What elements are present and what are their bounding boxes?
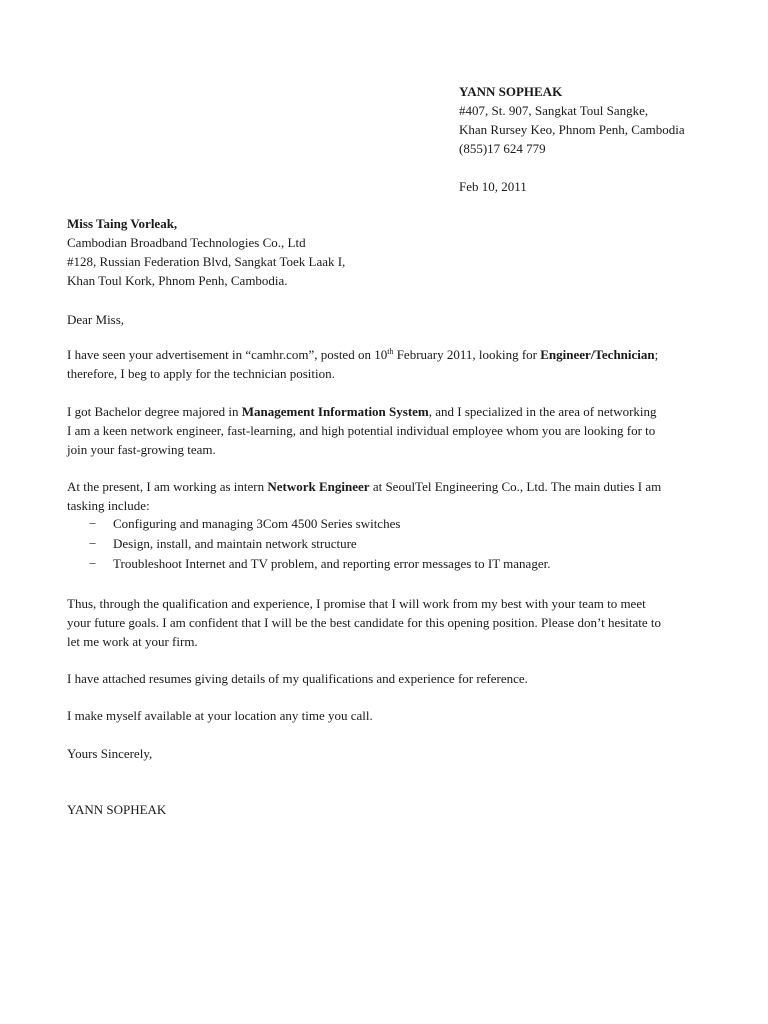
degree-major: Management Information System <box>241 404 429 419</box>
list-item-text: Configuring and managing 3Com 4500 Series switches <box>113 516 401 531</box>
paragraph-promise <box>67 594 707 651</box>
ordinal-suffix: th <box>387 347 394 356</box>
paragraph-education <box>67 402 707 459</box>
recipient-company: Cambodian Broadband Technologies Co., Ltd <box>67 235 306 250</box>
paragraph-education-line1 <box>67 402 707 421</box>
paragraph-education-line3: join your fast-growing team. <box>67 442 216 457</box>
text-segment: February 2011, looking for <box>393 347 541 362</box>
paragraph-promise-line3: let me work at your firm. <box>67 634 198 649</box>
text-segment: ; <box>654 347 659 362</box>
letter-date: Feb 10, 2011 <box>459 179 527 194</box>
paragraph-availability: I make myself available at your location any time you call. <box>67 708 373 723</box>
sender-address-line2: Khan Rursey Keo, Phnom Penh, Cambodia <box>459 122 685 137</box>
list-bullet: − <box>89 536 97 551</box>
paragraph-promise-line2: your future goals. I am confident that I will be the best candidate for this opening position. Please don’t hesitate to <box>67 615 662 630</box>
job-title: Network Engineer <box>267 479 370 494</box>
sender-address-line1: #407, St. 907, Sangkat Toul Sangke, <box>459 103 649 118</box>
list-bullet: − <box>89 556 97 571</box>
recipient-name: Miss Taing Vorleak, <box>67 216 178 231</box>
paragraph-advertisement <box>67 345 707 383</box>
signature-name: YANN SOPHEAK <box>67 802 167 817</box>
position-title: Engineer/Technician <box>540 347 655 362</box>
text-segment: at SeoulTel Engineering Co., Ltd. The main duties I am <box>369 479 662 494</box>
recipient-address-line1: #128, Russian Federation Blvd, Sangkat Toek Laak I, <box>67 254 346 269</box>
sender-block <box>459 82 685 158</box>
paragraph-attachments: I have attached resumes giving details of my qualifications and experience for reference. <box>67 671 528 686</box>
list-item-text: Design, install, and maintain network structure <box>113 536 357 551</box>
text-segment: , and I specialized in the area of networking <box>428 404 657 419</box>
text-segment: I have seen your advertisement in “camhr.com”, posted on 10 <box>67 347 388 362</box>
paragraph-current-job <box>67 477 707 515</box>
list-bullet: − <box>89 516 97 531</box>
closing: Yours Sincerely, <box>67 746 153 761</box>
sender-phone: (855)17 624 779 <box>459 141 546 156</box>
text-segment: I got Bachelor degree majored in <box>67 404 242 419</box>
paragraph-current-job-line1 <box>67 477 707 496</box>
paragraph-advertisement-line2: therefore, I beg to apply for the technician position. <box>67 366 335 381</box>
paragraph-promise-line1: Thus, through the qualification and experience, I promise that I will work from my best with your team to meet <box>67 596 646 611</box>
sender-name: YANN SOPHEAK <box>459 84 563 99</box>
recipient-block <box>67 214 345 290</box>
paragraph-advertisement-line1 <box>67 345 707 364</box>
paragraph-current-job-line2: tasking include: <box>67 498 150 513</box>
list-item-text: Troubleshoot Internet and TV problem, and reporting error messages to IT manager. <box>113 556 551 571</box>
paragraph-education-line2: I am a keen network engineer, fast-learning, and high potential individual employee whom you are looking for to <box>67 423 656 438</box>
recipient-address-line2: Khan Toul Kork, Phnom Penh, Cambodia. <box>67 273 288 288</box>
text-segment: At the present, I am working as intern <box>67 479 268 494</box>
salutation: Dear Miss, <box>67 312 125 327</box>
